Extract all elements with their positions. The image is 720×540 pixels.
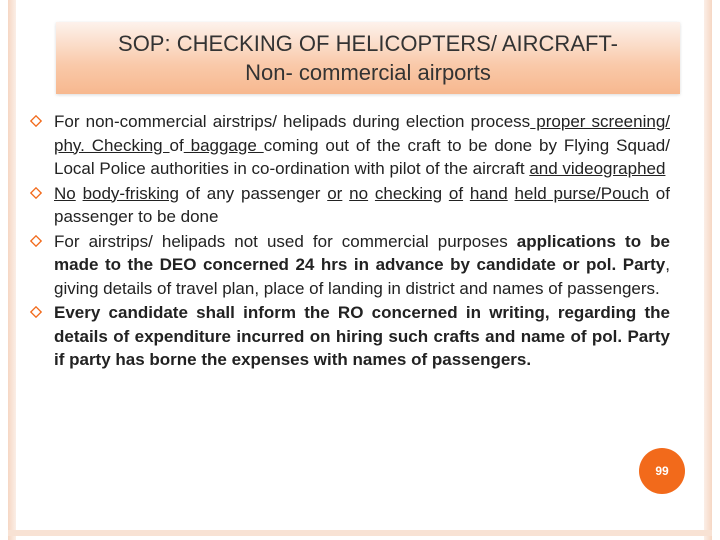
- bullet-text-segment: [508, 184, 515, 203]
- diamond-outline-icon: [30, 235, 42, 247]
- slide-title-line-2: Non- commercial airports: [245, 60, 491, 85]
- bullet-text-segment: Every candidate shall inform the RO concerned in writing, regarding the details of expenditure incurred on hiring such crafts and name of pol. Party if party has borne the expenses with names of passengers.: [54, 303, 670, 369]
- bullet-text-segment: coming out of the craft to be done by Flying Squad/ Local Police authorities in co-ordination with pilot of the aircraft: [54, 135, 670, 178]
- bullet-item: [30, 182, 670, 229]
- bullet-text-segment: , giving details of travel plan, place of landing in district and names of passengers.: [54, 255, 670, 298]
- bullet-text-segment: body-frisking: [82, 183, 179, 203]
- diamond-outline-icon: [30, 306, 42, 318]
- slide-title: [56, 22, 680, 94]
- bullet-text-segment: hand: [469, 183, 508, 203]
- bullet-text-segment: checking: [374, 183, 443, 203]
- bullet-text-segment: baggage: [183, 135, 264, 155]
- page-number-badge: [639, 448, 685, 494]
- bullet-text-segment: no: [349, 183, 369, 203]
- bullet-item: [30, 230, 670, 301]
- bullet-text-segment: [76, 184, 83, 203]
- bullet-text-segment: [368, 184, 375, 203]
- bullet-text-segment: No: [54, 183, 76, 203]
- bullet-text-segment: of: [169, 135, 184, 155]
- bullet-text-segment: For airstrips/ helipads not used for commercial purposes: [54, 231, 517, 251]
- bullet-text-segment: or: [327, 183, 343, 203]
- bullet-text-segment: held purse/Pouch: [514, 183, 649, 203]
- diamond-outline-icon: [30, 115, 42, 127]
- bullet-text-segment: and videographed: [529, 159, 666, 178]
- slide-frame-left: [8, 0, 16, 540]
- bullet-item: [30, 301, 670, 372]
- bullet-text-segment: proper screening/ phy. Checking: [54, 112, 670, 155]
- bullet-item: [30, 110, 670, 181]
- slide-frame-bottom: [8, 530, 712, 536]
- bullet-text-segment: of: [448, 183, 464, 203]
- bullet-text-segment: [463, 184, 470, 203]
- bullet-text-segment: of any passenger: [178, 183, 328, 203]
- bullet-text-segment: [442, 184, 449, 203]
- bullet-text-segment: applications to be made to the DEO concerned 24 hrs in advance by candidate or pol. Party: [54, 231, 670, 274]
- bullet-list: [30, 110, 670, 373]
- bullet-text-segment: of passenger to be done: [54, 183, 670, 226]
- page-number: 99: [655, 464, 669, 478]
- slide-title-line-1: SOP: CHECKING OF HELICOPTERS/ AIRCRAFT-: [118, 31, 618, 56]
- diamond-outline-icon: [30, 187, 42, 199]
- bullet-text-segment: For non-commercial airstrips/ helipads during election process: [54, 112, 531, 131]
- slide-frame-right: [704, 0, 712, 540]
